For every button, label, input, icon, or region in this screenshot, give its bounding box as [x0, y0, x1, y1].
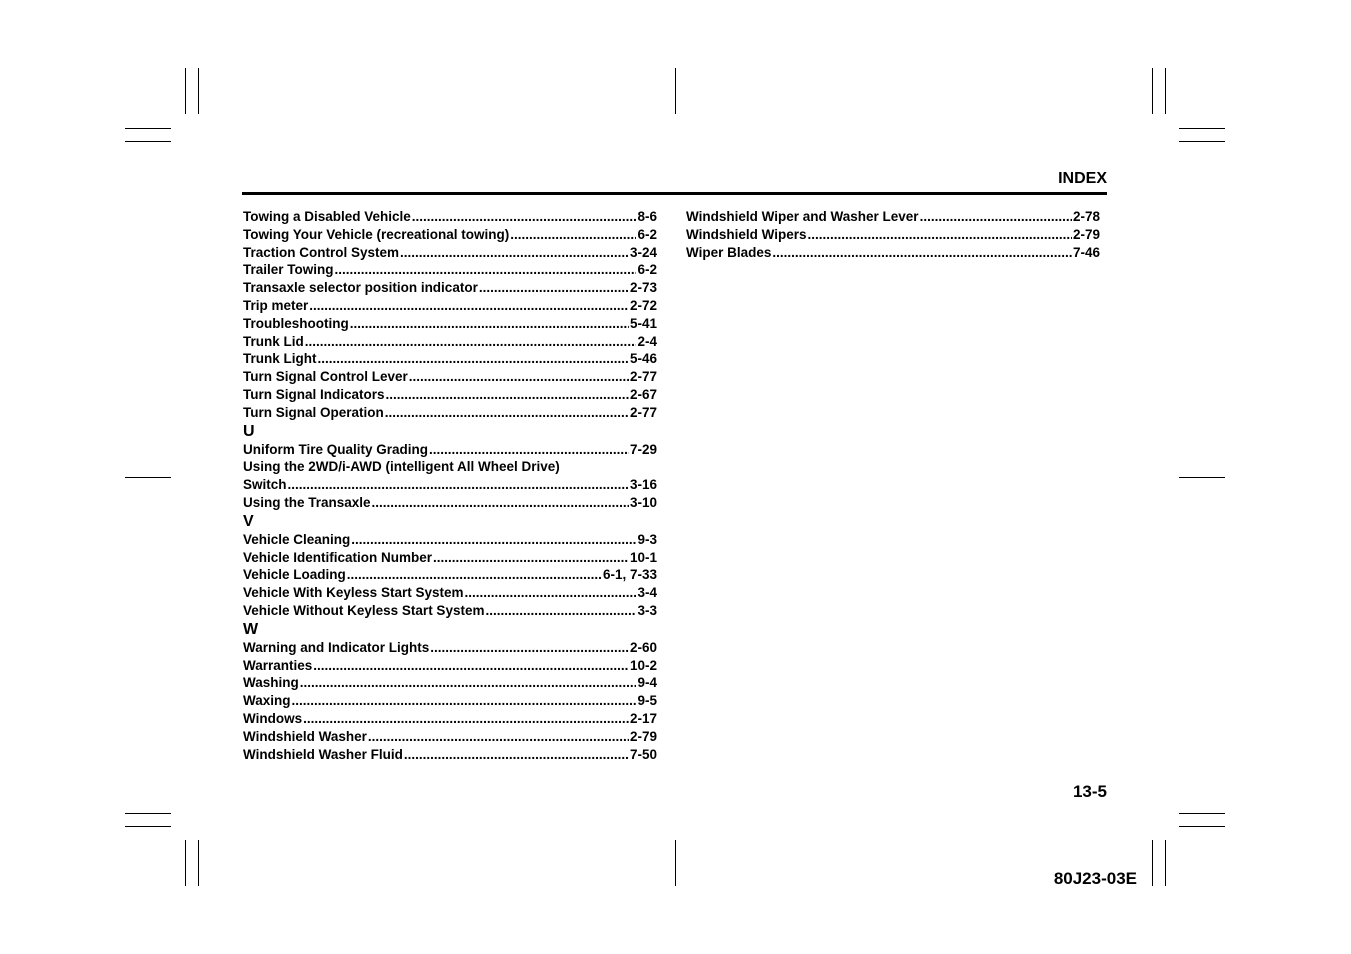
dot-leader: [368, 728, 629, 746]
crop-mark: [1152, 68, 1153, 114]
dot-leader: [313, 657, 629, 675]
index-entry-title: Vehicle Cleaning: [243, 531, 351, 547]
index-entry-title: Windows: [243, 710, 303, 726]
index-letter-heading: U: [243, 422, 255, 440]
dot-leader: [372, 494, 629, 512]
crop-mark: [1179, 813, 1225, 814]
dot-leader: [430, 639, 629, 657]
index-entry-title: Windshield Washer: [243, 728, 367, 744]
crop-mark: [1179, 141, 1225, 142]
crop-mark: [198, 840, 199, 886]
dot-leader: [412, 208, 637, 226]
index-entry-page: 2-17: [629, 710, 657, 726]
index-entry-title: Windshield Washer Fluid: [243, 746, 403, 762]
index-entry: [243, 639, 657, 657]
index-entry: [243, 404, 657, 422]
index-entry-page: 2-77: [629, 369, 657, 385]
index-entry: [243, 531, 657, 549]
index-entry-page: 2-79: [629, 728, 657, 744]
dot-leader: [400, 244, 629, 262]
index-entry-page: 7-50: [629, 746, 657, 762]
index-entry-title: Warranties: [243, 657, 313, 673]
index-entry: [243, 692, 657, 710]
index-entry: [243, 584, 657, 602]
dot-leader: [510, 226, 636, 244]
dot-leader: [808, 226, 1072, 244]
index-entry: [243, 350, 657, 368]
dot-leader: [350, 315, 629, 333]
index-entry: [243, 368, 657, 386]
index-entry-title: Turn Signal Control Lever: [243, 369, 408, 385]
index-entry-page: 2-79: [1072, 226, 1100, 242]
index-entry-page: 10-1: [629, 549, 657, 565]
index-column-left: [243, 208, 657, 763]
index-entry: [243, 315, 657, 333]
index-entry-title: Trunk Lid: [243, 333, 304, 349]
index-entry-page: 9-3: [637, 531, 657, 547]
index-entry: [243, 333, 657, 351]
crop-mark: [1165, 68, 1166, 114]
index-entry: [243, 297, 657, 315]
index-entry-title: Turn Signal Operation: [243, 404, 384, 420]
index-entry-title: Windshield Wipers: [686, 226, 807, 242]
index-entry-title: Trailer Towing: [243, 262, 334, 278]
index-entry-title: Transaxle selector position indicator: [243, 280, 478, 296]
dot-leader: [433, 549, 629, 567]
index-entry: [243, 244, 657, 262]
dot-leader: [404, 746, 629, 764]
dot-leader: [300, 674, 637, 692]
crop-mark: [1179, 477, 1225, 478]
dot-leader: [318, 350, 629, 368]
index-entry-title: Traction Control System: [243, 244, 400, 260]
crop-mark: [1179, 826, 1225, 827]
index-entry: [243, 441, 657, 459]
index-entry-title: Switch: [243, 477, 287, 493]
index-entry: [686, 244, 1100, 262]
index-entry: [243, 657, 657, 675]
index-entry-title: Vehicle With Keyless Start System: [243, 585, 464, 601]
index-entry-page: 2-72: [629, 297, 657, 313]
index-entry-title: Windshield Wiper and Washer Lever: [686, 209, 919, 224]
index-entry-title: Vehicle Loading: [243, 567, 346, 583]
index-entry-title: Using the 2WD/i-AWD (intelligent All Wheel Drive): [243, 459, 560, 475]
crop-mark: [1165, 840, 1166, 886]
index-entry-title: Vehicle Identification Number: [243, 549, 433, 565]
dot-leader: [305, 333, 637, 351]
crop-mark: [125, 477, 171, 478]
crop-mark: [185, 68, 186, 114]
dot-leader: [920, 208, 1072, 226]
index-entry-page: 3-10: [629, 494, 657, 510]
index-letter-heading: V: [243, 512, 254, 530]
index-entry-title: Uniform Tire Quality Grading: [243, 441, 429, 457]
index-entry-page: 7-29: [629, 441, 657, 457]
index-entry-page: 6-1, 7-33: [602, 567, 657, 583]
index-entry-page: 5-46: [629, 351, 657, 367]
index-entry-page: 2-73: [629, 280, 657, 296]
index-entry-page: 9-5: [637, 693, 657, 709]
index-entry-page: 2-60: [629, 639, 657, 655]
index-entry-page: 2-77: [629, 404, 657, 420]
index-entry-page: 3-4: [637, 585, 657, 601]
dot-leader: [385, 404, 629, 422]
index-entry: [243, 602, 657, 620]
dot-leader: [347, 566, 602, 584]
index-entry: [243, 279, 657, 297]
dot-leader: [485, 602, 636, 620]
index-entry-page: 3-16: [629, 477, 657, 493]
index-entry: [243, 494, 657, 512]
crop-mark: [125, 826, 171, 827]
crop-mark: [198, 68, 199, 114]
dot-leader: [335, 261, 637, 279]
index-entry-page: 10-2: [629, 657, 657, 673]
index-entry-title: Waxing: [243, 693, 291, 709]
index-entry-title: Washing: [243, 675, 299, 691]
index-entry-page: 7-46: [1072, 244, 1100, 260]
dot-leader: [772, 244, 1072, 262]
index-entry-page: 3-3: [637, 602, 657, 618]
index-entry: [243, 261, 657, 279]
crop-mark: [1152, 840, 1153, 886]
index-entry-title: Vehicle Without Keyless Start System: [243, 602, 485, 618]
index-entry: [243, 226, 657, 244]
index-entry-page: 9-4: [637, 675, 657, 691]
index-entry: [243, 710, 657, 728]
dot-leader: [386, 386, 629, 404]
index-entry: [243, 566, 657, 584]
index-entry-page: 6-2: [637, 226, 657, 242]
crop-mark: [125, 128, 171, 129]
page-number: 13-5: [1072, 782, 1107, 801]
index-entry-page: 3-24: [629, 244, 657, 260]
index-entry-page: 2-4: [637, 333, 657, 349]
index-entry: [243, 208, 657, 226]
index-entry: [243, 386, 657, 404]
index-entry-title: Warning and Indicator Lights: [243, 639, 430, 655]
index-entry-title: Trunk Light: [243, 351, 317, 367]
index-entry: [243, 746, 657, 764]
index-entry-title: Trip meter: [243, 297, 309, 313]
index-entry-title: Towing Your Vehicle (recreational towing): [243, 226, 510, 242]
dot-leader: [409, 368, 629, 386]
section-title: INDEX: [1058, 170, 1107, 187]
index-entry: [686, 208, 1100, 226]
index-entry-page: 2-67: [629, 386, 657, 402]
dot-leader: [429, 441, 629, 459]
crop-mark: [125, 141, 171, 142]
index-entry-title: Troubleshooting: [243, 315, 349, 331]
index-entry-page: 2-78: [1072, 209, 1100, 224]
dot-leader: [464, 584, 636, 602]
crop-mark: [675, 68, 676, 114]
dot-leader: [479, 279, 629, 297]
dot-leader: [351, 531, 636, 549]
crop-mark: [125, 813, 171, 814]
crop-mark: [1179, 128, 1225, 129]
index-entry: [686, 226, 1100, 244]
dot-leader: [292, 692, 637, 710]
index-entry-title: Using the Transaxle: [243, 494, 371, 510]
document-code: 80J23-03E: [1053, 869, 1137, 888]
index-letter-heading: W: [243, 620, 259, 638]
index-entry: [243, 674, 657, 692]
crop-mark: [185, 840, 186, 886]
index-entry-title: Wiper Blades: [686, 244, 772, 260]
index-entry: [243, 549, 657, 567]
index-entry-title: Turn Signal Indicators: [243, 386, 385, 402]
index-entry: [243, 728, 657, 746]
index-entry-page: 6-2: [637, 262, 657, 278]
header-rule: [242, 192, 1107, 195]
index-entry-page: 8-6: [637, 209, 657, 224]
index-entry: [243, 476, 657, 494]
crop-mark: [675, 840, 676, 886]
index-entry-page: 5-41: [629, 315, 657, 331]
index-column-right: [686, 208, 1100, 261]
dot-leader: [288, 476, 629, 494]
dot-leader: [303, 710, 629, 728]
index-entry-title: Towing a Disabled Vehicle: [243, 209, 411, 224]
dot-leader: [309, 297, 629, 315]
